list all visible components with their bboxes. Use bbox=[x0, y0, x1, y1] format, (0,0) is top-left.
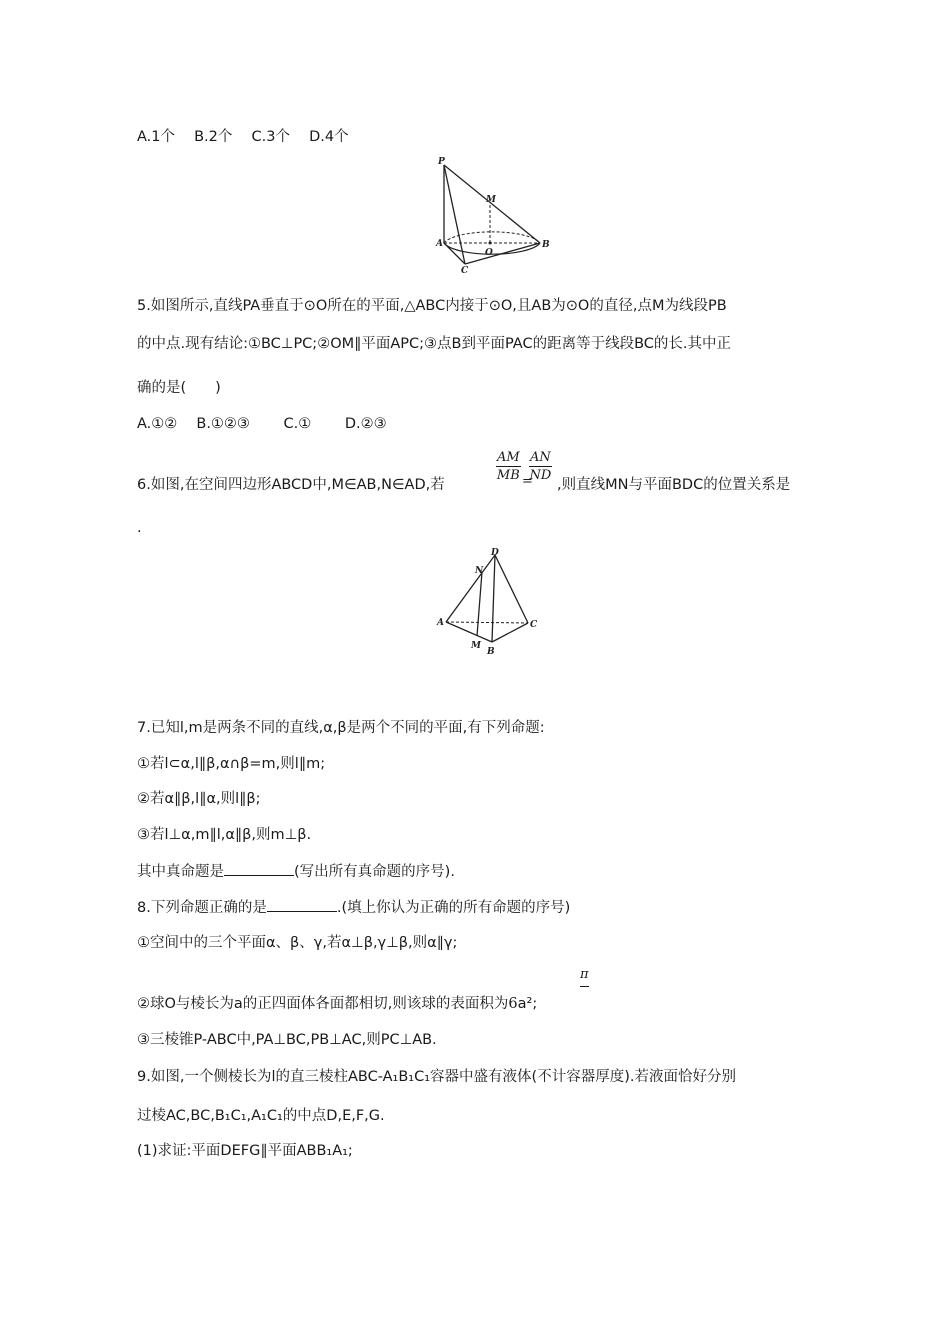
q8-p2-six: 6 bbox=[508, 996, 518, 1012]
figure-q6-tetrahedron bbox=[432, 545, 544, 660]
q8-p2-after: a²; bbox=[517, 996, 538, 1012]
q4-options: A.1个 B.2个 C.3个 D.4个 bbox=[137, 129, 349, 145]
segment-BC bbox=[492, 623, 528, 642]
label-M: M bbox=[471, 641, 481, 651]
label-C: C bbox=[530, 620, 538, 630]
q9-line2: 过棱AC,BC,B₁C₁,A₁C₁的中点D,E,F,G. bbox=[137, 1108, 385, 1124]
segment-AC bbox=[446, 622, 528, 623]
segment-MN bbox=[477, 572, 482, 636]
pi-symbol: π bbox=[580, 967, 589, 982]
answer-blank[interactable] bbox=[267, 897, 337, 912]
label-B: B bbox=[542, 240, 550, 250]
segment-AD bbox=[446, 555, 495, 622]
q7-proposition-3: ③若l⊥α,m∥l,α∥β,则m⊥β. bbox=[137, 827, 312, 843]
q7-proposition-2: ②若α∥β,l∥α,则l∥β; bbox=[137, 791, 261, 807]
q7-ask-after: (写出所有真命题的序号). bbox=[294, 864, 455, 880]
label-A: A bbox=[437, 618, 444, 628]
fraction-numerator: AM bbox=[497, 450, 520, 465]
label-A: A bbox=[436, 239, 443, 249]
label-B: B bbox=[487, 647, 495, 657]
label-O: O bbox=[485, 248, 493, 258]
segment-DC bbox=[495, 555, 528, 623]
answer-blank[interactable] bbox=[224, 861, 294, 876]
fraction-AN-ND bbox=[529, 450, 552, 483]
q6-line2: . bbox=[137, 520, 142, 536]
fraction-AM-MB bbox=[496, 450, 521, 483]
fraction-numerator: AN bbox=[530, 450, 551, 465]
q8-p2-before: ②球O与棱长为a的正四面体各面都相切,则该球的表面积为 bbox=[137, 996, 509, 1012]
fraction-bar bbox=[580, 986, 589, 987]
q6-text-before: 6.如图,在空间四边形ABCD中,M∈AB,N∈AD,若 bbox=[137, 477, 445, 493]
q7-proposition-1: ①若l⊂α,l∥β,α∩β=m,则l∥m; bbox=[137, 756, 326, 772]
figure-q5-circle-pyramid bbox=[430, 155, 550, 276]
q7-ask bbox=[137, 861, 455, 882]
equals-sign: = bbox=[522, 474, 533, 489]
q8-stem-after: .(填上你认为正确的所有命题的序号) bbox=[336, 900, 571, 916]
label-M: M bbox=[486, 195, 496, 205]
fraction-denominator: ND bbox=[529, 468, 552, 483]
segment-DB bbox=[492, 555, 495, 642]
label-D: D bbox=[491, 548, 499, 558]
segment-AB bbox=[446, 622, 492, 642]
q8-proposition-1: ①空间中的三个平面α、β、γ,若α⊥β,γ⊥β,则α∥γ; bbox=[137, 935, 458, 951]
q5-line3: 确的是( ) bbox=[137, 380, 221, 396]
q5-line2: 的中点.现有结论:①BC⊥PC;②OM∥平面APC;③点B到平面PAC的距离等于线段BC的长.其中正 bbox=[137, 336, 732, 352]
point-O bbox=[489, 242, 492, 245]
q5-line1: 5.如图所示,直线PA垂直于⊙O所在的平面,△ABC内接于⊙O,且AB为⊙O的直径,点M为线段PB bbox=[137, 298, 727, 314]
q9-sub1: (1)求证:平面DEFG∥平面ABB₁A₁; bbox=[137, 1143, 353, 1159]
q9-line1: 9.如图,一个侧棱长为l的直三棱柱ABC-A₁B₁C₁容器中盛有液体(不计容器厚度).若液面恰好分别 bbox=[137, 1069, 736, 1085]
q7-stem: 7.已知l,m是两条不同的直线,α,β是两个不同的平面,有下列命题: bbox=[137, 720, 545, 736]
q8-stem-before: 8.下列命题正确的是 bbox=[137, 900, 267, 916]
q8-proposition-2 bbox=[137, 994, 537, 1014]
label-N: N bbox=[475, 566, 484, 576]
label-P: P bbox=[438, 157, 445, 167]
q8-proposition-3: ③三棱锥P-ABC中,PA⊥BC,PB⊥AC,则PC⊥AB. bbox=[137, 1032, 437, 1048]
q8-stem bbox=[137, 897, 570, 918]
fraction-denominator: MB bbox=[496, 468, 520, 483]
q6-text-after: ,则直线MN与平面BDC的位置关系是 bbox=[557, 477, 791, 493]
q5-options: A.①② B.①②③ C.① D.②③ bbox=[137, 416, 387, 432]
label-C: C bbox=[461, 266, 469, 276]
q7-ask-before: 其中真命题是 bbox=[137, 864, 224, 880]
